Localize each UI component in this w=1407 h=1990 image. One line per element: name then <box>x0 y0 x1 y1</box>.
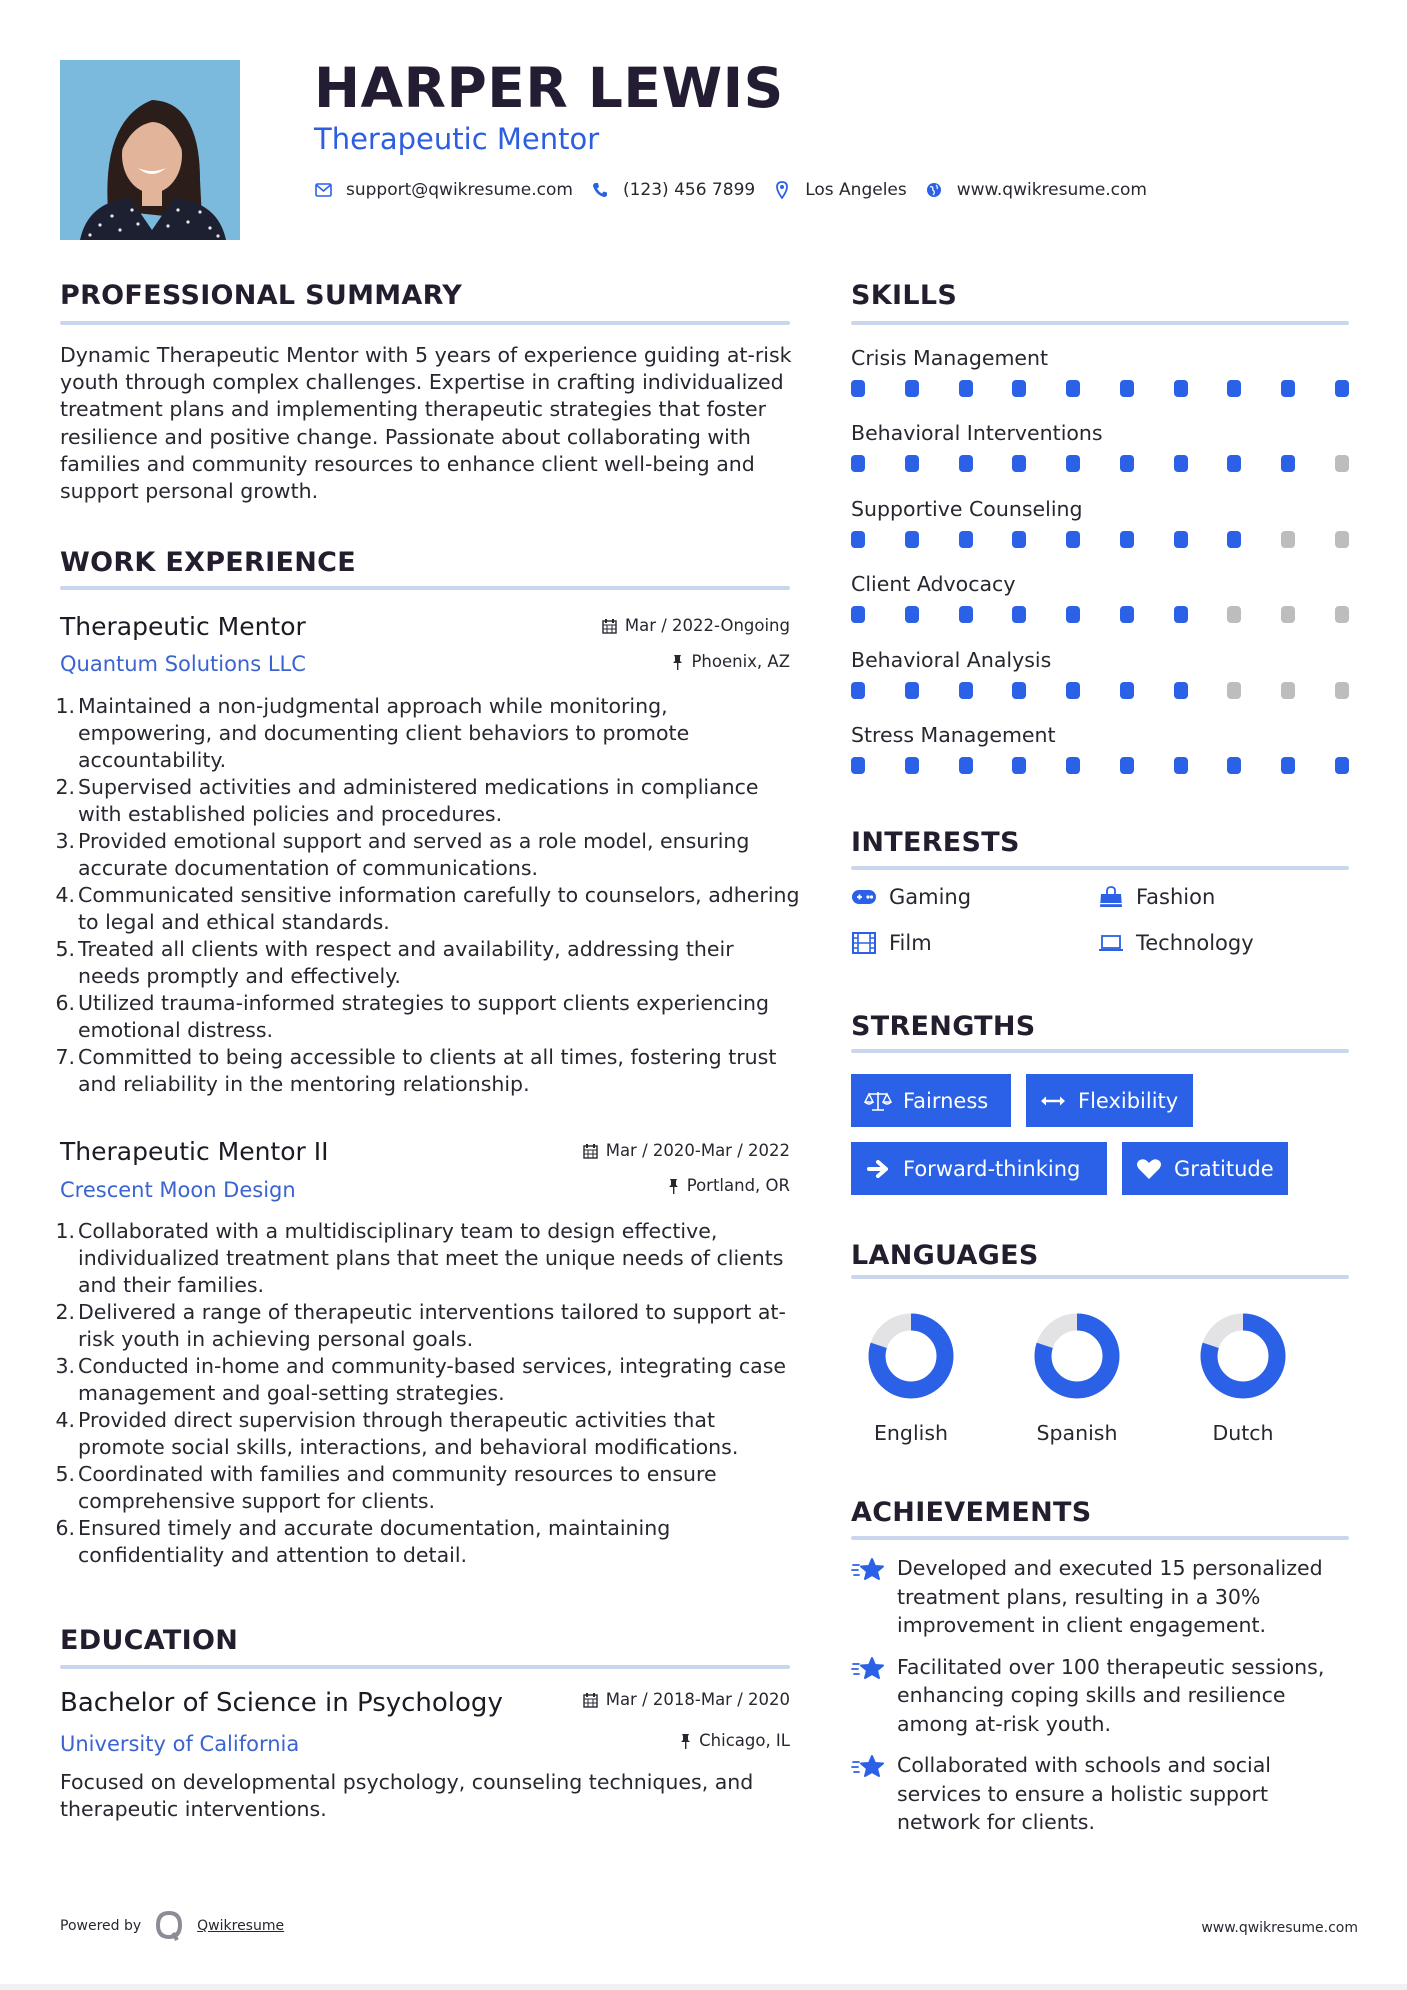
rating-dot-filled <box>905 455 919 472</box>
interest-item-technology: Technology <box>1098 931 1254 955</box>
rating-dot-empty <box>1227 606 1241 623</box>
list-item: 5. Coordinated with families and community resources to ensure comprehensive support for clients. <box>55 1462 717 1513</box>
rating-dot-filled <box>1066 455 1080 472</box>
list-item: 6. Ensured timely and accurate documentation, maintaining confidentiality and attention to detail. <box>55 1516 671 1567</box>
rating-dot-filled <box>851 380 865 397</box>
list-item: 5. Treated all clients with respect and availability, addressing their needs promptly and effectively. <box>55 937 734 988</box>
rating-dot-filled <box>1120 455 1134 472</box>
job-dates: Mar / 2020-Mar / 2022 <box>490 1141 790 1160</box>
section-divider <box>851 1275 1349 1279</box>
rating-dot-filled <box>1066 606 1080 623</box>
pin-icon <box>680 1733 691 1749</box>
rating-dot-empty <box>1281 606 1295 623</box>
achievement-item: Developed and executed 15 personalized treatment plans, resulting in a 30% improvement in client engagement. <box>851 1554 1349 1640</box>
language-donut-chart <box>1198 1311 1288 1401</box>
job-bullets <box>55 693 800 1098</box>
language-item <box>856 1311 966 1445</box>
rating-dot-filled <box>959 531 973 548</box>
list-item: 4. Provided direct supervision through therapeutic activities that promote social skills, interactions, and behavioral modifications. <box>55 1408 739 1459</box>
rating-dot-filled <box>1227 380 1241 397</box>
language-item <box>1188 1311 1298 1445</box>
job-title: Therapeutic Mentor <box>60 612 306 641</box>
footer-website[interactable]: www.qwikresume.com <box>1201 1920 1358 1936</box>
skill-name: Behavioral Analysis <box>851 647 1052 672</box>
rating-dot-filled <box>1012 757 1026 774</box>
skill-name: Crisis Management <box>851 346 1049 370</box>
list-item: 1. Maintained a non-judgmental approach while monitoring, empowering, and documenting client behaviors to promote accountability. <box>55 694 690 772</box>
skill-item <box>851 497 1349 572</box>
skills-list <box>851 346 1349 798</box>
rating-dot-filled <box>1335 380 1349 397</box>
school-name: University of California <box>60 1732 300 1756</box>
skill-item <box>851 421 1349 496</box>
languages-list <box>856 1311 1298 1445</box>
achievement-item: Collaborated with schools and social services to ensure a holistic support network for clients. <box>851 1751 1349 1837</box>
rating-dot-filled <box>851 606 865 623</box>
interest-item-film: Film <box>851 931 932 955</box>
list-item: 2. Delivered a range of therapeutic interventions tailored to support at-risk youth in achieving personal goals. <box>55 1300 786 1351</box>
language-label: Spanish <box>1036 1421 1118 1445</box>
shopping-bag-icon <box>1098 886 1124 908</box>
rating-dot-filled <box>905 757 919 774</box>
rating-dot-filled <box>905 531 919 548</box>
list-item: 2. Supervised activities and administered medications in compliance with established policies and procedures. <box>55 775 759 826</box>
summary-text: Dynamic Therapeutic Mentor with 5 years of experience guiding at-risk youth through complex challenges. Expertise in crafting individualized treatment plans and implementing therapeutic strategies that foster resilience and positive change. Passionate about collaborating with families and community resources to enhance client well-being and support personal growth. <box>60 343 792 504</box>
skill-item <box>851 572 1349 647</box>
rating-dot-empty <box>1335 531 1349 548</box>
skill-name: Behavioral Interventions <box>851 421 1103 446</box>
rating-dot-filled <box>851 531 865 548</box>
rating-dot-filled <box>1120 757 1134 774</box>
balance-scale-icon <box>863 1089 893 1113</box>
laptop-icon <box>1098 932 1124 954</box>
job-bullets <box>55 1218 800 1569</box>
rating-dot-filled <box>1066 757 1080 774</box>
heart-icon <box>1134 1157 1164 1181</box>
rating-dot-filled <box>1012 455 1026 472</box>
rating-dot-filled <box>1012 531 1026 548</box>
rating-dot-filled <box>1120 531 1134 548</box>
rating-dot-filled <box>851 682 865 699</box>
calendar-icon <box>602 618 617 634</box>
arrows-horizontal-icon <box>1038 1089 1068 1113</box>
phone-icon <box>591 181 609 199</box>
rating-dot-filled <box>1174 757 1188 774</box>
skill-rating <box>851 757 1349 774</box>
skill-rating <box>851 531 1349 548</box>
section-divider <box>60 321 790 325</box>
rating-dot-filled <box>959 455 973 472</box>
pin-icon <box>672 654 683 670</box>
language-donut-chart <box>866 1311 956 1401</box>
footer-brand-link[interactable]: Qwikresume <box>197 1918 285 1934</box>
section-heading-summary: PROFESSIONAL SUMMARY <box>60 280 463 311</box>
rating-dot-empty <box>1335 606 1349 623</box>
map-marker-icon <box>773 181 791 199</box>
contact-email[interactable]: support@qwikresume.com <box>346 180 573 200</box>
list-item: 7. Committed to being accessible to clients at all times, fostering trust and reliability in the mentoring relationship. <box>55 1045 777 1096</box>
rating-dot-filled <box>905 380 919 397</box>
rating-dot-filled <box>1335 757 1349 774</box>
rating-dot-filled <box>1281 757 1295 774</box>
job-title: Therapeutic Mentor II <box>60 1137 329 1166</box>
rating-dot-filled <box>1012 682 1026 699</box>
rating-dot-filled <box>1281 455 1295 472</box>
calendar-icon <box>583 1143 598 1159</box>
rating-dot-filled <box>1174 606 1188 623</box>
language-label: English <box>873 1421 949 1445</box>
list-item: 1. Collaborated with a multidisciplinary team to design effective, individualized treatment plans that meet the unique needs of clients and their families. <box>55 1219 784 1297</box>
rating-dot-filled <box>1120 682 1134 699</box>
profile-photo <box>60 60 240 240</box>
arrow-right-icon <box>863 1157 893 1181</box>
rating-dot-filled <box>1227 531 1241 548</box>
rating-dot-filled <box>1120 380 1134 397</box>
language-donut-chart <box>1032 1311 1122 1401</box>
interest-item-gaming: Gaming <box>851 885 971 909</box>
contact-location: Los Angeles <box>805 180 907 200</box>
section-heading-skills: SKILLS <box>851 280 958 311</box>
candidate-name: HARPER LEWIS <box>314 56 784 120</box>
rating-dot-filled <box>851 455 865 472</box>
rating-dot-filled <box>1281 380 1295 397</box>
language-item <box>1022 1311 1132 1445</box>
skill-rating <box>851 455 1349 472</box>
skill-rating <box>851 682 1349 699</box>
rating-dot-filled <box>1066 682 1080 699</box>
strength-badge-forward-thinking: Forward-thinking <box>851 1142 1107 1195</box>
rating-dot-filled <box>905 682 919 699</box>
section-divider <box>851 321 1349 325</box>
rating-dot-filled <box>1174 380 1188 397</box>
rating-dot-filled <box>905 606 919 623</box>
gamepad-icon <box>851 886 877 908</box>
rating-dot-filled <box>1174 531 1188 548</box>
list-item: 4. Communicated sensitive information carefully to counselors, adhering to legal and ethical standards. <box>55 883 800 934</box>
rating-dot-filled <box>1227 455 1241 472</box>
shooting-star-icon <box>851 1556 885 1584</box>
section-divider <box>60 1665 790 1669</box>
profile-photo-image <box>60 60 240 240</box>
page-bottom-edge <box>0 1984 1407 1990</box>
section-heading-education: EDUCATION <box>60 1625 239 1656</box>
rating-dot-filled <box>1174 682 1188 699</box>
globe-icon <box>925 181 943 199</box>
rating-dot-empty <box>1335 455 1349 472</box>
rating-dot-empty <box>1281 531 1295 548</box>
rating-dot-filled <box>1066 380 1080 397</box>
section-heading-languages: LANGUAGES <box>851 1240 1039 1271</box>
shooting-star-icon <box>851 1655 885 1683</box>
rating-dot-empty <box>1335 682 1349 699</box>
rating-dot-filled <box>1174 455 1188 472</box>
skill-rating <box>851 606 1349 623</box>
job-dates: Mar / 2022-Ongoing <box>490 616 790 635</box>
company-name: Crescent Moon Design <box>60 1178 296 1202</box>
rating-dot-filled <box>1227 757 1241 774</box>
candidate-title: Therapeutic Mentor <box>314 122 600 156</box>
skill-name: Client Advocacy <box>851 572 1016 597</box>
section-heading-experience: WORK EXPERIENCE <box>60 547 356 578</box>
qwikresume-logo-icon <box>155 1911 183 1941</box>
skill-item <box>851 346 1349 421</box>
section-divider <box>851 1049 1349 1053</box>
contact-row <box>314 180 1165 200</box>
skill-item <box>851 723 1349 798</box>
rating-dot-filled <box>1012 606 1026 623</box>
education-description: Focused on developmental psychology, counseling techniques, and therapeutic interventions. <box>60 1770 754 1822</box>
section-divider <box>851 1536 1349 1540</box>
achievement-item: Facilitated over 100 therapeutic sessions, enhancing coping skills and resilience among at-risk youth. <box>851 1653 1349 1739</box>
job-location: Portland, OR <box>490 1176 790 1195</box>
rating-dot-filled <box>959 682 973 699</box>
rating-dot-filled <box>1120 606 1134 623</box>
rating-dot-filled <box>1066 531 1080 548</box>
skill-rating <box>851 380 1349 397</box>
list-item: 6. Utilized trauma-informed strategies to support clients experiencing emotional distress. <box>55 991 770 1042</box>
rating-dot-empty <box>1281 682 1295 699</box>
strength-badge-gratitude: Gratitude <box>1122 1142 1288 1195</box>
envelope-icon <box>314 181 332 199</box>
rating-dot-empty <box>1227 682 1241 699</box>
shooting-star-icon <box>851 1753 885 1781</box>
job-location: Phoenix, AZ <box>490 652 790 671</box>
contact-website[interactable]: www.qwikresume.com <box>956 180 1147 200</box>
rating-dot-filled <box>851 757 865 774</box>
strength-badge-flexibility: Flexibility <box>1026 1074 1193 1127</box>
interest-item-fashion: Fashion <box>1098 885 1215 909</box>
rating-dot-filled <box>1012 380 1026 397</box>
degree-title: Bachelor of Science in Psychology <box>60 1688 503 1718</box>
rating-dot-filled <box>959 757 973 774</box>
footer-powered-by: Powered by Qwikresume <box>60 1911 284 1941</box>
pin-icon <box>668 1178 679 1194</box>
education-location: Chicago, IL <box>490 1731 790 1750</box>
film-icon <box>851 932 877 954</box>
achievements-list <box>851 1554 1349 1837</box>
section-heading-achievements: ACHIEVEMENTS <box>851 1497 1092 1528</box>
calendar-icon <box>583 1692 598 1708</box>
skill-name: Supportive Counseling <box>851 496 1083 521</box>
education-dates: Mar / 2018-Mar / 2020 <box>490 1690 790 1709</box>
list-item: 3. Provided emotional support and served as a role model, ensuring accurate documentation of communications. <box>55 829 750 880</box>
language-label: Dutch <box>1212 1421 1274 1445</box>
contact-phone[interactable]: (123) 456 7899 <box>622 180 756 200</box>
section-divider <box>851 866 1349 870</box>
rating-dot-filled <box>959 380 973 397</box>
company-name: Quantum Solutions LLC <box>60 652 306 676</box>
list-item: 3. Conducted in-home and community-based services, integrating case management and goal-setting strategies. <box>55 1354 787 1405</box>
section-heading-interests: INTERESTS <box>851 827 1020 858</box>
rating-dot-filled <box>959 606 973 623</box>
section-divider <box>60 586 790 590</box>
skill-item <box>851 648 1349 723</box>
strength-badge-fairness: Fairness <box>851 1074 1011 1127</box>
skill-name: Stress Management <box>851 722 1056 747</box>
section-heading-strengths: STRENGTHS <box>851 1011 1036 1042</box>
